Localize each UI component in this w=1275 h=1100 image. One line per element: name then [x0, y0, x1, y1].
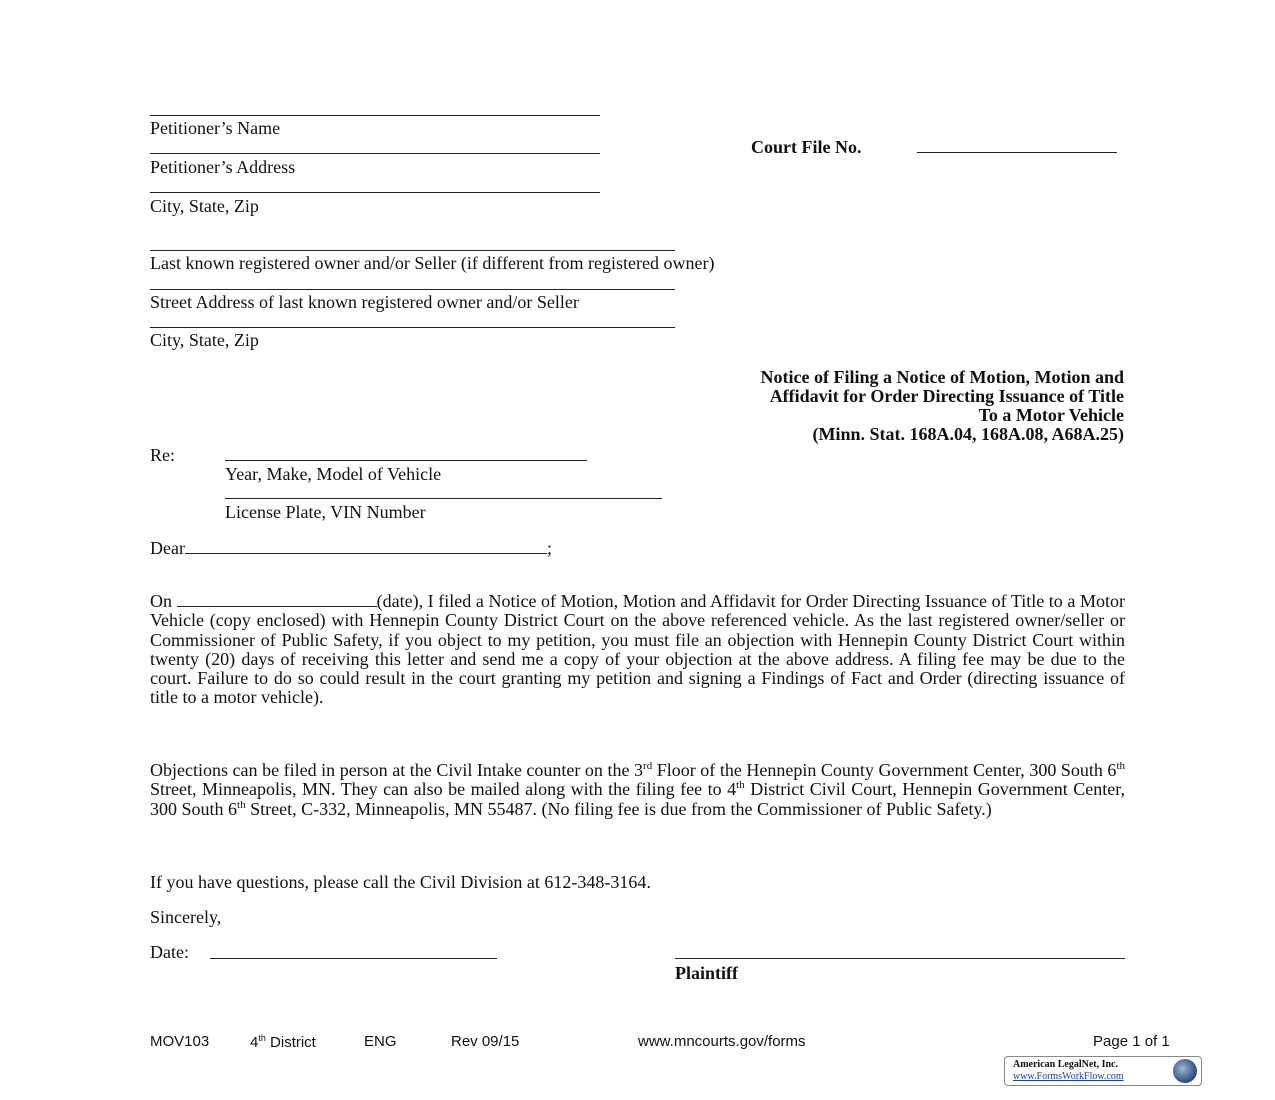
owner-city-label: City, State, Zip	[150, 330, 259, 350]
p2-sup-4: th	[237, 798, 246, 811]
dear-text: Dear	[150, 538, 185, 558]
paragraph-2	[150, 761, 1125, 819]
owner-name-label: Last known registered owner and/or Seller (if different from registered owner)	[150, 253, 715, 273]
p2-sup-1: rd	[643, 760, 653, 772]
language: ENG	[364, 1033, 397, 1050]
petitioner-address-line[interactable]	[150, 153, 600, 154]
petitioner-city-line[interactable]	[150, 192, 600, 193]
revision: Rev 09/15	[451, 1033, 520, 1050]
district-sup: th	[258, 1033, 266, 1043]
document-title	[761, 368, 1124, 444]
re-label: Re:	[150, 445, 175, 465]
petitioner-city-label: City, State, Zip	[150, 196, 259, 216]
court-file-number-line[interactable]	[917, 152, 1117, 153]
p2-part-e: Street, C-332, Minneapolis, MN 55487. (No filing fee is due from the Commissioner of Public Safety.)	[245, 798, 992, 819]
title-line-1: Notice of Filing a Notice of Motion, Motion and	[760, 367, 1124, 387]
logo-url[interactable]: www.FormsWorkFlow.com	[1013, 1071, 1124, 1082]
logo-company: American LegalNet, Inc.	[1013, 1059, 1118, 1070]
p2-sup-2: th	[1116, 760, 1125, 772]
date-label: Date:	[150, 942, 189, 962]
plate-label: License Plate, VIN Number	[225, 502, 426, 522]
district-number: 4	[250, 1034, 259, 1051]
globe-icon	[1173, 1059, 1197, 1083]
filing-date-field[interactable]	[177, 592, 377, 607]
page-number: Page 1 of 1	[1093, 1033, 1170, 1050]
recipient-name-field[interactable]	[185, 539, 547, 554]
petitioner-address-label: Petitioner’s Address	[150, 157, 296, 177]
paragraph-1	[150, 592, 1125, 708]
owner-name-line[interactable]	[150, 250, 675, 251]
district-text: District	[265, 1034, 316, 1051]
paragraph-3: If you have questions, please call the Civil Division at 612-348-3164.	[150, 872, 651, 892]
plaintiff-label: Plaintiff	[675, 963, 738, 983]
petitioner-name-line[interactable]	[150, 115, 600, 116]
salutation	[150, 538, 552, 558]
p1-text: (date), I filed a Notice of Motion, Motion and Affidavit for Order Directing Issuance of Title to a Motor Vehicle (copy enclosed) with Hennepin County District Court on the above referenced vehicle. As the last registered owner/seller or Commissioner of Public Safety, if you object to my petition, you must file an objection with Hennepin County District Court within twenty (20) days of receiving this letter and send me a copy of your objection at the above address. A filing fee may be due to the court. Failure to do so could result in the court granting my petition and signing a Findings of Fact and Order (directing issuance of title to a motor vehicle).	[150, 591, 1126, 708]
american-legalnet-logo[interactable]	[1004, 1056, 1202, 1086]
dear-punct: ;	[546, 538, 552, 558]
title-line-2: Affidavit for Order Directing Issuance of Title	[769, 386, 1124, 406]
owner-address-line[interactable]	[150, 289, 675, 290]
title-line-3: To a Motor Vehicle	[978, 405, 1124, 425]
form-code: MOV103	[150, 1033, 210, 1050]
vehicle-label: Year, Make, Model of Vehicle	[225, 464, 442, 484]
signature-line[interactable]	[675, 958, 1125, 959]
court-file-label: Court File No.	[751, 137, 862, 157]
signature-date-line[interactable]	[210, 958, 497, 959]
p2-part-c: Street, Minneapolis, MN. They can also be mailed along with the filing fee to 4	[150, 779, 737, 800]
title-line-4: (Minn. Stat. 168A.04, 168A.08, A68A.25)	[812, 424, 1124, 444]
closing: Sincerely,	[150, 907, 222, 927]
district	[250, 1033, 316, 1051]
p2-part-a: Objections can be filed in person at the Civil Intake counter on the 3	[150, 760, 644, 780]
p1-on: On	[150, 591, 172, 611]
petitioner-name-label: Petitioner’s Name	[150, 118, 281, 138]
owner-address-label: Street Address of last known registered owner and/or Seller	[150, 292, 579, 312]
owner-city-line[interactable]	[150, 327, 675, 328]
plate-line[interactable]	[225, 498, 662, 499]
website-link[interactable]: www.mncourts.gov/forms	[638, 1033, 806, 1050]
p2-sup-3: th	[736, 779, 745, 792]
p2-part-b: Floor of the Hennepin County Government Center, 300 South 6	[652, 760, 1117, 780]
p2-part-d: District Civil Court, Hennepin Government Center, 300 South 6	[150, 779, 1125, 819]
vehicle-line[interactable]	[225, 460, 587, 461]
